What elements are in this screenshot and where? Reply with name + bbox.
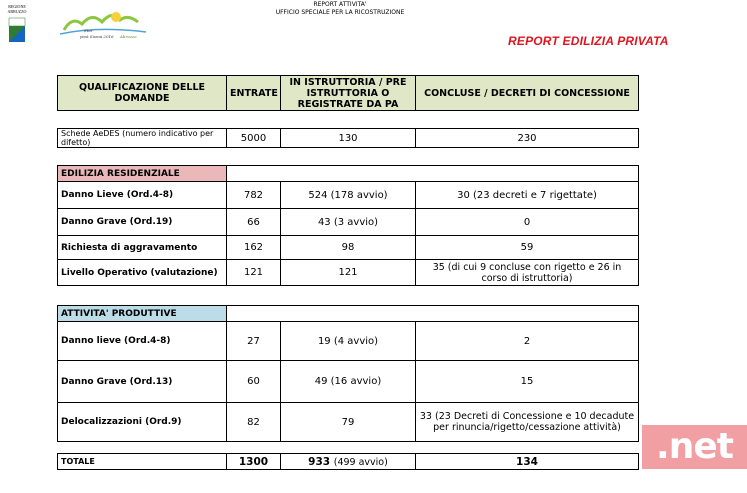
row-istruttoria: 43 (3 avvio)	[281, 209, 416, 236]
totale-table	[57, 453, 639, 470]
row-entrate: 66	[227, 209, 281, 236]
table-row	[58, 236, 639, 260]
report-header	[260, 1, 420, 17]
row-concluse: 33 (23 Decreti di Concessione e 10 decadute per rinuncia/rigetto/cessazione attività)	[416, 403, 639, 442]
section-title-residenziale: EDILIZIA RESIDENZIALE	[58, 166, 227, 182]
col-entrate: ENTRATE	[227, 76, 281, 111]
row-istruttoria: 98	[281, 236, 416, 260]
report-title: REPORT EDILIZIA PRIVATA	[508, 34, 669, 48]
sisma-logo-icon	[58, 8, 150, 42]
regione-abruzzo-logo	[4, 4, 30, 48]
row-label: Danno lieve (Ord.4-8)	[58, 322, 227, 361]
totale-concluse: 134	[416, 454, 639, 470]
col-concluse: CONCLUSE / DECRETI DI CONCESSIONE	[416, 76, 639, 111]
section-title-produttive: ATTIVITA' PRODUTTIVE	[58, 306, 227, 322]
table-row	[58, 322, 639, 361]
residenziale-table	[57, 165, 639, 286]
row-concluse: 30 (23 decreti e 7 rigettate)	[416, 182, 639, 209]
sisma-logo	[58, 8, 150, 42]
watermark: .net	[642, 425, 747, 469]
row-label: Danno Grave (Ord.19)	[58, 209, 227, 236]
sisma-logo-star: Star	[84, 28, 93, 33]
row-istruttoria: 121	[281, 260, 416, 286]
row-istruttoria: 524 (178 avvio)	[281, 182, 416, 209]
row-concluse: 15	[416, 361, 639, 403]
row-entrate: 782	[227, 182, 281, 209]
row-istruttoria: 79	[281, 403, 416, 442]
table-row	[58, 361, 639, 403]
row-concluse: 230	[416, 129, 639, 148]
row-label: Danno Grave (Ord.13)	[58, 361, 227, 403]
totale-label: TOTALE	[58, 454, 227, 470]
header-line1: REPORT ATTIVITA'	[313, 1, 367, 8]
row-concluse: 2	[416, 322, 639, 361]
row-concluse: 59	[416, 236, 639, 260]
row-label: Danno Lieve (Ord.4-8)	[58, 182, 227, 209]
row-label: Livello Operativo (valutazione)	[58, 260, 227, 286]
table-row	[58, 129, 639, 148]
totale-istruttoria-value: 933	[308, 455, 331, 468]
section-spacer	[227, 306, 639, 322]
row-label: Richiesta di aggravamento	[58, 236, 227, 260]
table-row-totale	[58, 454, 639, 470]
row-entrate: 60	[227, 361, 281, 403]
header-line2: UFFICIO SPECIALE PER LA RICOSTRUZIONE	[275, 9, 405, 16]
table-row	[58, 260, 639, 286]
table-row	[58, 182, 639, 209]
row-label: Delocalizzazioni (Ord.9)	[58, 403, 227, 442]
row-istruttoria: 130	[281, 129, 416, 148]
region-logo-line1: REGIONE	[8, 4, 26, 9]
region-shield-icon	[4, 14, 30, 44]
region-logo-line2: ABRUZZO	[7, 9, 27, 14]
row-entrate: 27	[227, 322, 281, 361]
section-spacer	[227, 166, 639, 182]
row-entrate: 5000	[227, 129, 281, 148]
row-istruttoria: 19 (4 avvio)	[281, 322, 416, 361]
column-header-table	[57, 75, 639, 111]
row-entrate: 162	[227, 236, 281, 260]
table-row	[58, 209, 639, 236]
produttive-table	[57, 305, 639, 442]
row-label: Schede AeDES (numero indicativo per difetto)	[58, 129, 227, 148]
row-istruttoria: 49 (16 avvio)	[281, 361, 416, 403]
totale-istruttoria-note: (499 avvio)	[333, 456, 388, 468]
row-concluse: 35 (di cui 9 concluse con rigetto e 26 in corso di istruttoria)	[416, 260, 639, 286]
row-concluse: 0	[416, 209, 639, 236]
sisma-logo-abruzzo: Abruzzo	[120, 34, 137, 39]
table-row	[58, 403, 639, 442]
row-entrate: 82	[227, 403, 281, 442]
col-istruttoria: IN ISTRUTTORIA / PRE ISTRUTTORIA O REGISTRATE DA PA	[281, 76, 416, 111]
sisma-logo-text: post Sisma 2016	[80, 34, 114, 39]
totale-entrate: 1300	[227, 454, 281, 470]
schede-table	[57, 128, 639, 148]
totale-istruttoria	[281, 454, 416, 470]
col-qualificazione: QUALIFICAZIONE DELLE DOMANDE	[58, 76, 227, 111]
row-entrate: 121	[227, 260, 281, 286]
